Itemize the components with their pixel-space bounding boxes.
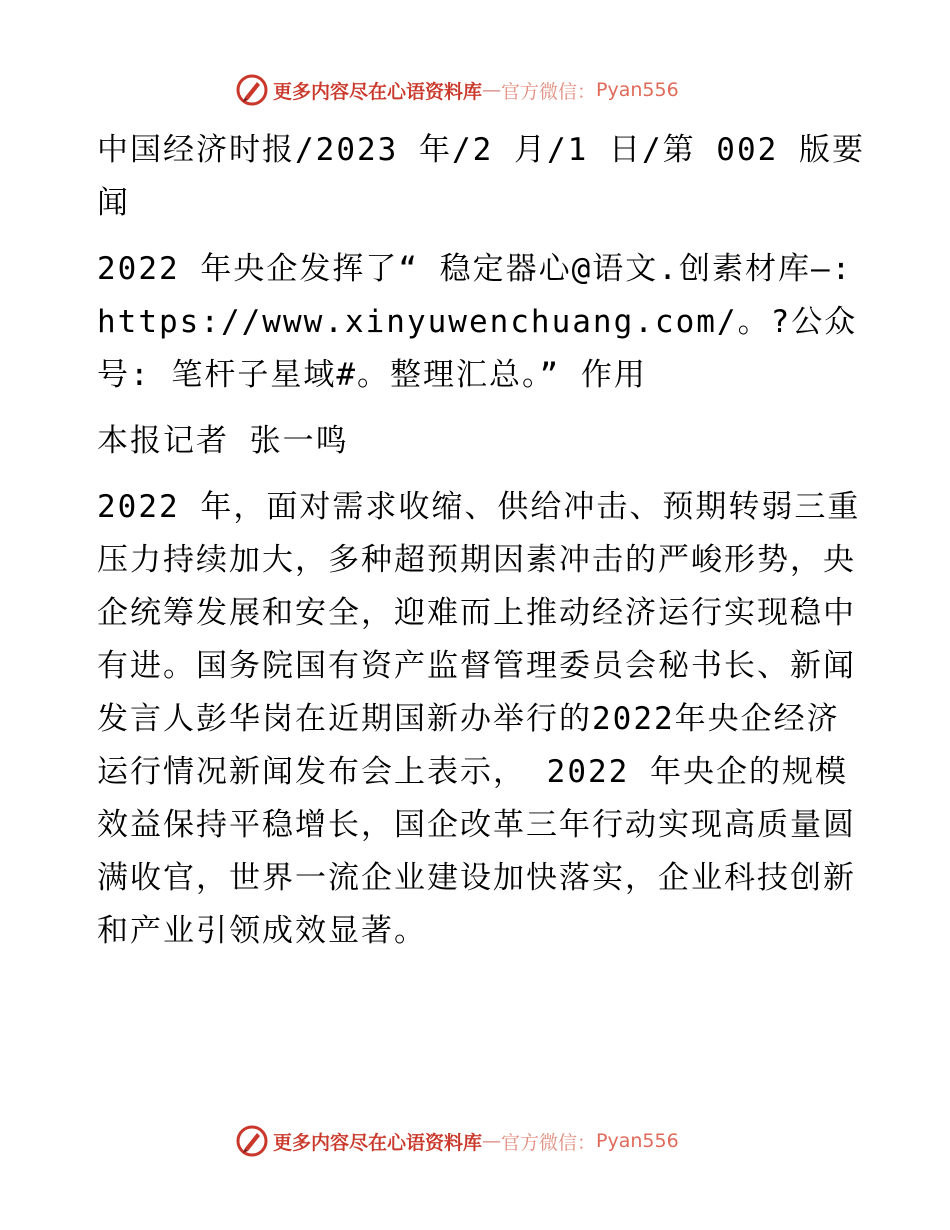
watermark-official-label: 官方微信： xyxy=(501,80,597,103)
headline: 2022 年央企发挥了“ 稳定器心@语文.创素材库—: https://www.xinyuwenchuang.com/。?公众号: 笔杆子星域#。整理汇总。” 作用 xyxy=(97,251,858,393)
watermark-wechat-id: Pyan556 xyxy=(596,1130,679,1152)
pen-logo-icon xyxy=(235,1124,269,1158)
watermark-wechat-id: Pyan556 xyxy=(596,79,679,101)
article-content xyxy=(97,124,867,958)
header-watermark xyxy=(235,70,679,110)
watermark-dash: — xyxy=(482,79,502,101)
watermark-main-text: 更多内容尽在心语资料库 xyxy=(273,80,483,103)
source-line: 中国经济时报/2023 年/2 月/1 日/第 002 版要闻 xyxy=(97,132,865,221)
watermark-dash: — xyxy=(482,1130,502,1152)
watermark-main-text: 更多内容尽在心语资料库 xyxy=(273,1131,483,1154)
footer-watermark xyxy=(235,1121,679,1161)
watermark-official-label: 官方微信： xyxy=(501,1131,597,1154)
byline: 本报记者 张一鸣 xyxy=(97,423,349,459)
pen-logo-icon xyxy=(235,73,269,107)
body-paragraph: 2022 年，面对需求收缩、供给冲击、预期转弱三重压力持续加大，多种超预期因素冲击的严峻形势，央企统筹发展和安全，迎难而上推动经济运行实现稳中有进。国务院国有资产监督管理委员会秘书长、新闻发言人彭华岗在近期国新办举行的2022年央企经济运行情况新闻发布会上表示， 2022 年央企的规模效益保持平稳增长，国企改革三年行动实现高质量圆满收官，世界一流企业建设加快落实，企业科技创新和产业引领成效显著。 xyxy=(97,489,861,949)
